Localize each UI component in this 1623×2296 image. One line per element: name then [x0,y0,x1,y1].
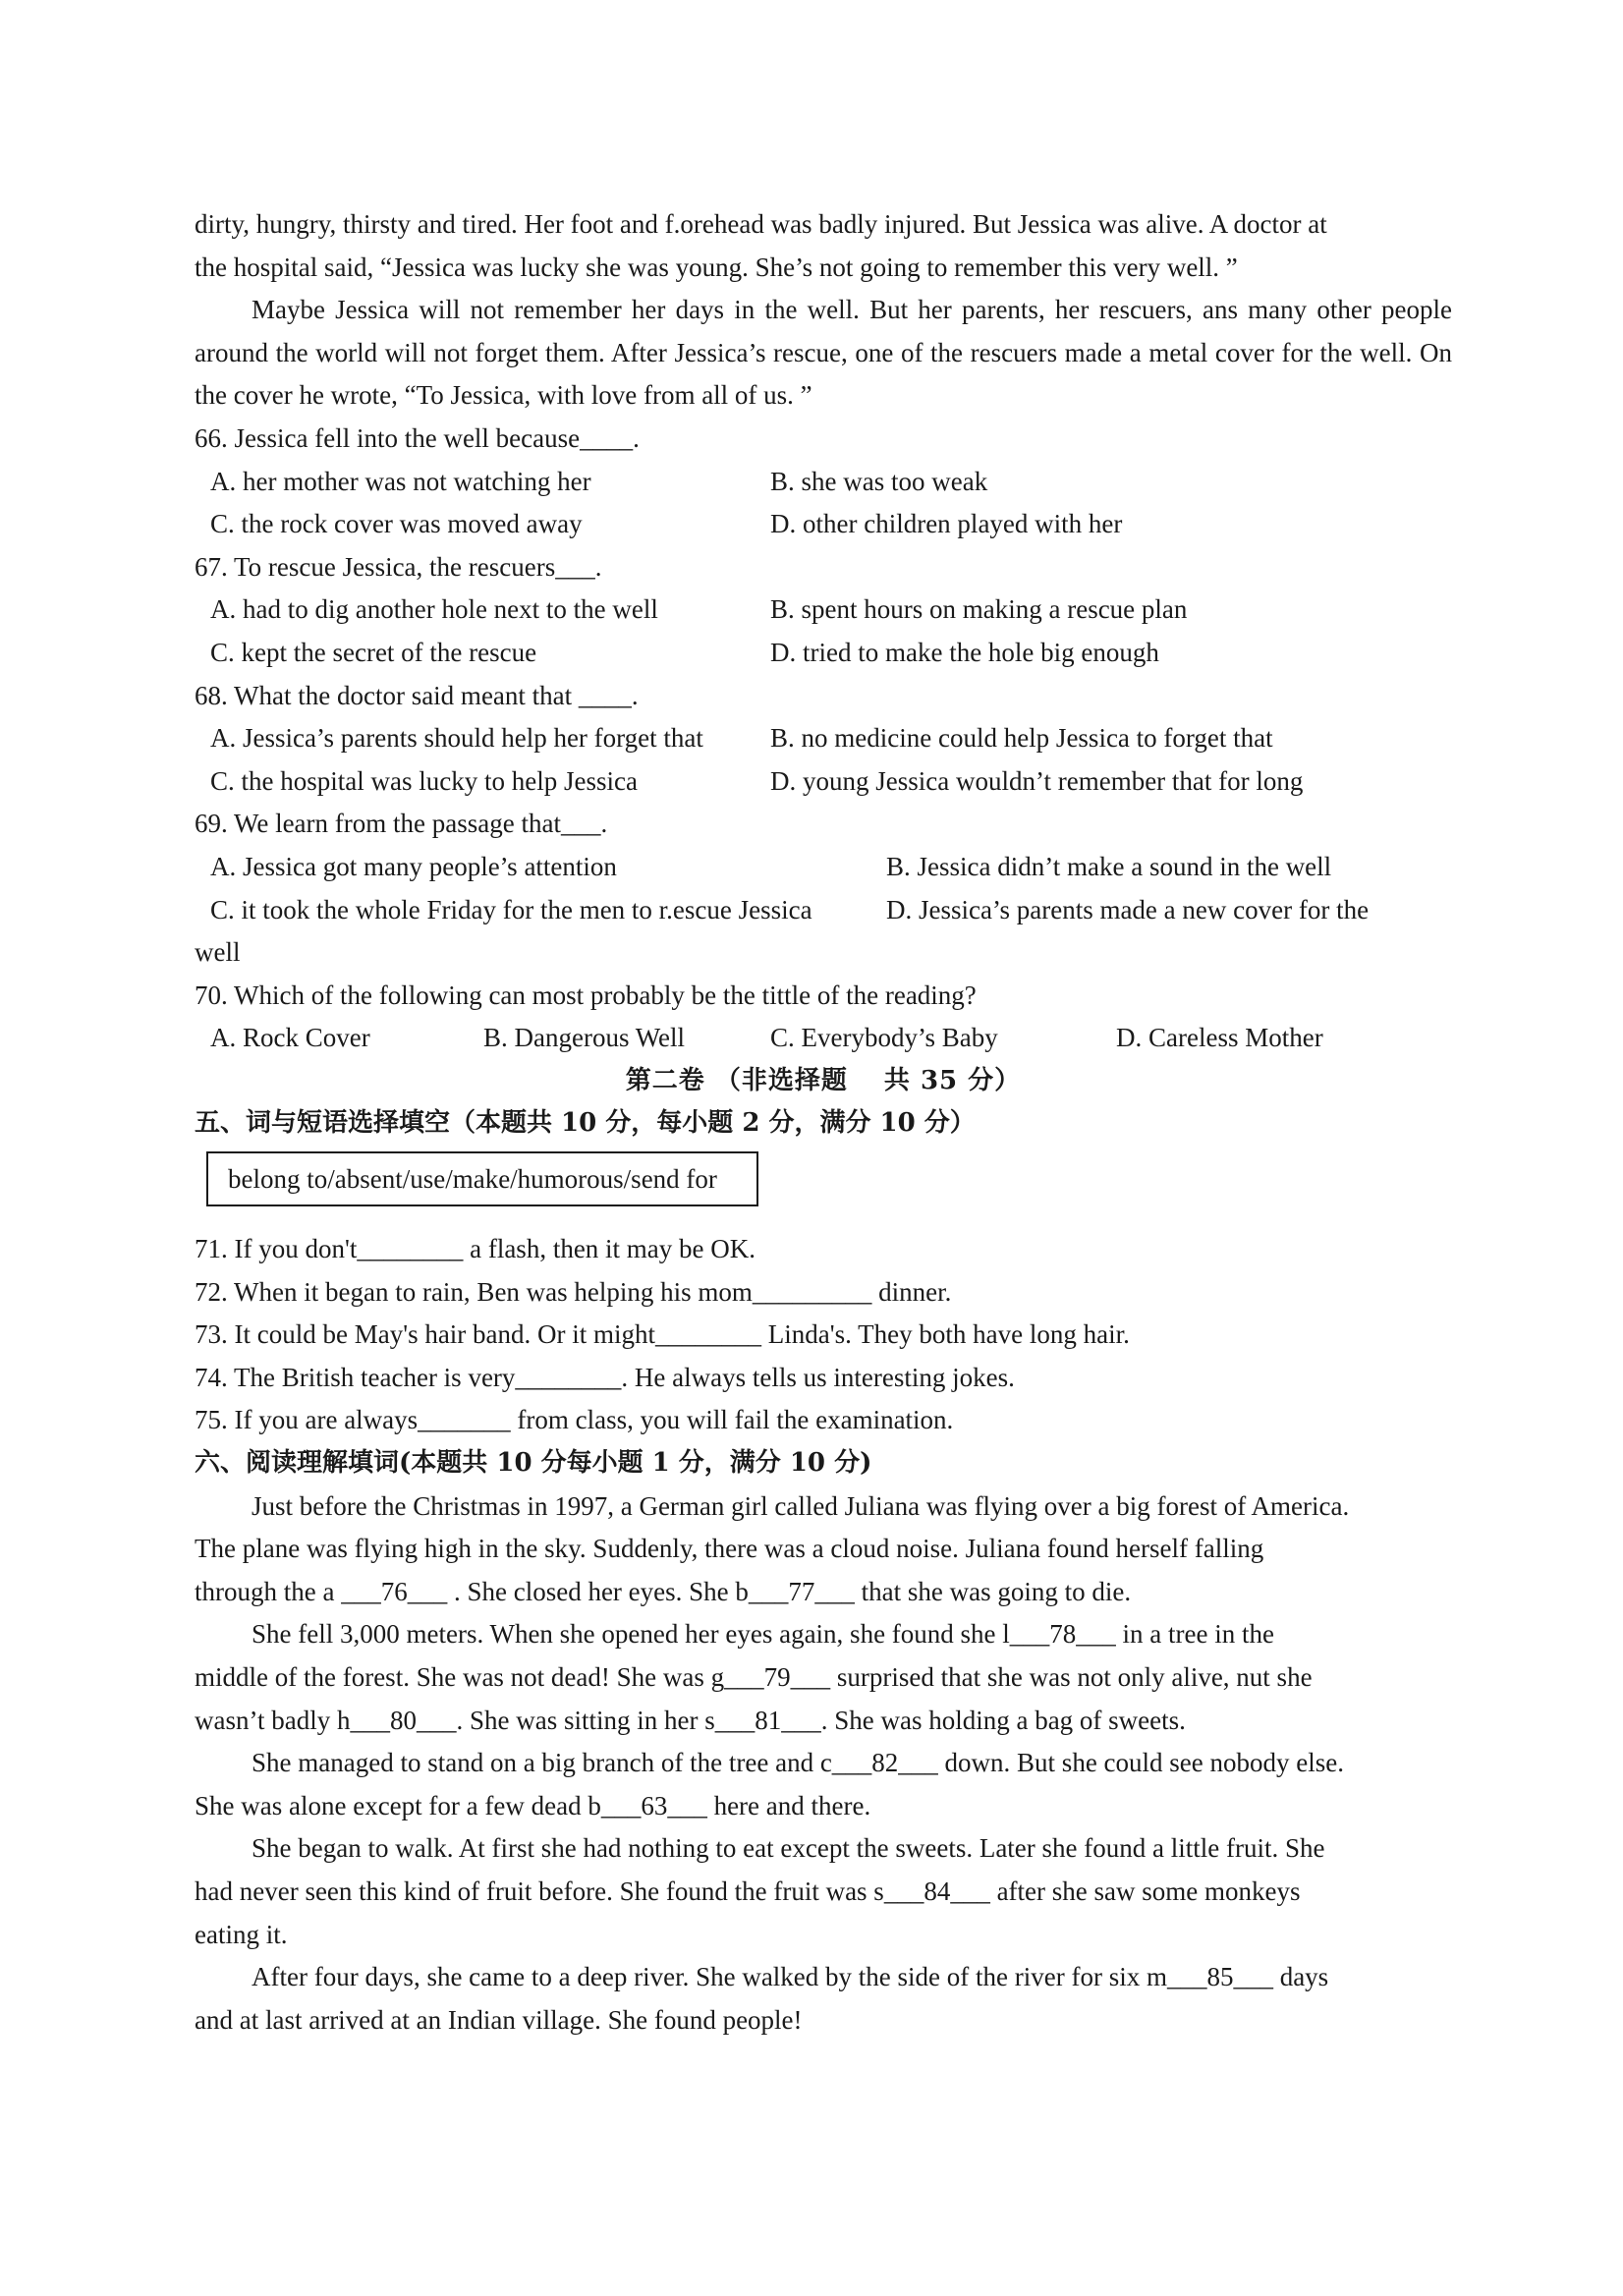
cloze-paragraph [195,1613,1452,1742]
option-c[interactable]: C. kept the secret of the rescue [210,637,537,667]
section-6-heading: 六、阅读理解填词(本题共 10 分每小题 1 分，满分 10 分) [195,1448,872,1479]
option-d[interactable]: D. young Jessica wouldn’t remember that for long [770,765,1304,796]
cloze-line: The plane was flying high in the sky. Suddenly, there was a cloud noise. Juliana found herself falling [195,1534,1264,1564]
question-66 [195,418,1452,546]
exam-page [195,0,1452,2042]
fill-item-72: 72. When it began to rain, Ben was helping his mom_________ dinner. [195,1276,952,1307]
fill-item-75: 75. If you are always_______ from class, you will fail the examination. [195,1405,954,1435]
section-5 [195,1102,1452,1442]
options [195,461,1452,546]
option-a[interactable]: A. Jessica got many people’s attention [210,851,617,881]
question-67 [195,546,1452,675]
section-5-heading: 五、词与短语选择填空（本题共 10 分，每小题 2 分，满分 10 分） [195,1108,976,1139]
section-6 [195,1442,1452,2042]
question-stem: 66. Jessica fell into the well because____. [195,422,640,453]
cloze-line: She fell 3,000 meters. When she opened her eyes again, she found she l___78___ in a tree in the [252,1619,1274,1650]
reading-passage [195,0,1452,418]
option-d[interactable]: D. Careless Mother [1116,1023,1323,1053]
fill-item-73: 73. It could be May's hair band. Or it might________ Linda's. They both have long hair. [195,1319,1130,1350]
option-d[interactable]: D. Jessica’s parents made a new cover for the [886,894,1370,924]
cloze-paragraph [195,1827,1452,1956]
option-b[interactable]: B. spent hours on making a rescue plan [770,594,1188,625]
option-b[interactable]: B. no medicine could help Jessica to forget that [770,723,1273,754]
option-a[interactable]: A. Rock Cover [210,1023,370,1053]
options [195,717,1452,803]
cloze-paragraph [195,1956,1452,2042]
option-d[interactable]: D. tried to make the hole big enough [770,637,1159,667]
question-68 [195,675,1452,804]
cloze-line: She began to walk. At first she had nothing to eat except the sweets. Later she found a little fruit. She [252,1833,1325,1864]
question-70 [195,975,1452,1060]
question-stem: 70. Which of the following can most probably be the tittle of the reading? [195,980,977,1010]
cloze-line: eating it. [195,1919,288,1949]
option-a[interactable]: A. Jessica’s parents should help her forget that [210,723,703,754]
cloze-paragraph [195,1742,1452,1827]
cloze-line: After four days, she came to a deep river. She walked by the side of the river for six m___85___ days [252,1962,1329,1992]
fill-item-71: 71. If you don't________ a flash, then it may be OK. [195,1234,756,1264]
option-b[interactable]: B. Dangerous Well [483,1023,686,1053]
question-stem: 69. We learn from the passage that___. [195,809,608,839]
question-69 [195,803,1452,974]
option-d[interactable]: D. other children played with her [770,509,1123,539]
cloze-line: had never seen this kind of fruit before. She found the fruit was s___84___ after she saw some monkeys [195,1876,1301,1906]
option-a[interactable]: A. her mother was not watching her [210,466,591,496]
cloze-line: wasn’t badly h___80___. She was sitting in her s___81___. She was holding a bag of sweets. [195,1705,1186,1735]
option-a[interactable]: A. had to dig another hole next to the well [210,594,658,625]
cloze-line: through the a ___76___ . She closed her eyes. She b___77___ that she was going to die. [195,1576,1132,1606]
word-bank-box: belong to/absent/use/make/humorous/send for [206,1151,758,1206]
options [195,1017,1452,1060]
option-c[interactable]: C. it took the whole Friday for the men to r.escue Jessica [210,894,812,924]
option-c[interactable]: C. the rock cover was moved away [210,509,583,539]
fill-item-74: 74. The British teacher is very________. He always tells us interesting jokes. [195,1362,1015,1392]
option-b[interactable]: B. Jessica didn’t make a sound in the well [886,851,1332,881]
passage-line: the hospital said, “Jessica was lucky she was young. She’s not going to remember this very well. ” [195,252,1238,282]
cloze-paragraph [195,1485,1452,1614]
question-stem: 68. What the doctor said meant that ____. [195,680,639,710]
option-c[interactable]: C. Everybody’s Baby [770,1023,998,1053]
passage-paragraph: Maybe Jessica will not remember her days in the well. But her parents, her rescuers, ans many other people around the world will not forget them. After Jessica’s rescue, one of the rescuers made a metal cover for the well. On the cover he wrote, “To Jessica, with love from all of us. ” [195,295,1452,411]
options [195,588,1452,674]
option-d-wrap: well [195,937,241,968]
cloze-line: and at last arrived at an Indian village. She found people! [195,2004,803,2035]
cloze-line: She managed to stand on a big branch of the tree and c___82___ down. But she could see nobody else. [252,1748,1344,1778]
options [195,846,1452,931]
question-stem: 67. To rescue Jessica, the rescuers___. [195,551,602,582]
cloze-line: middle of the forest. She was not dead! She was g___79___ surprised that she was not only alive, nut she [195,1662,1313,1692]
cloze-line: Just before the Christmas in 1997, a German girl called Juliana was flying over a big forest of America. [252,1490,1350,1521]
cloze-line: She was alone except for a few dead b___63___ here and there. [195,1790,871,1820]
option-b[interactable]: B. she was too weak [770,466,988,496]
option-c[interactable]: C. the hospital was lucky to help Jessica [210,765,638,796]
passage-line: dirty, hungry, thirsty and tired. Her foot and f.orehead was badly injured. But Jessica was alive. A doctor at [195,209,1327,239]
part-two-title: 第二卷 （非选择题 共 35 分） [625,1065,1022,1095]
